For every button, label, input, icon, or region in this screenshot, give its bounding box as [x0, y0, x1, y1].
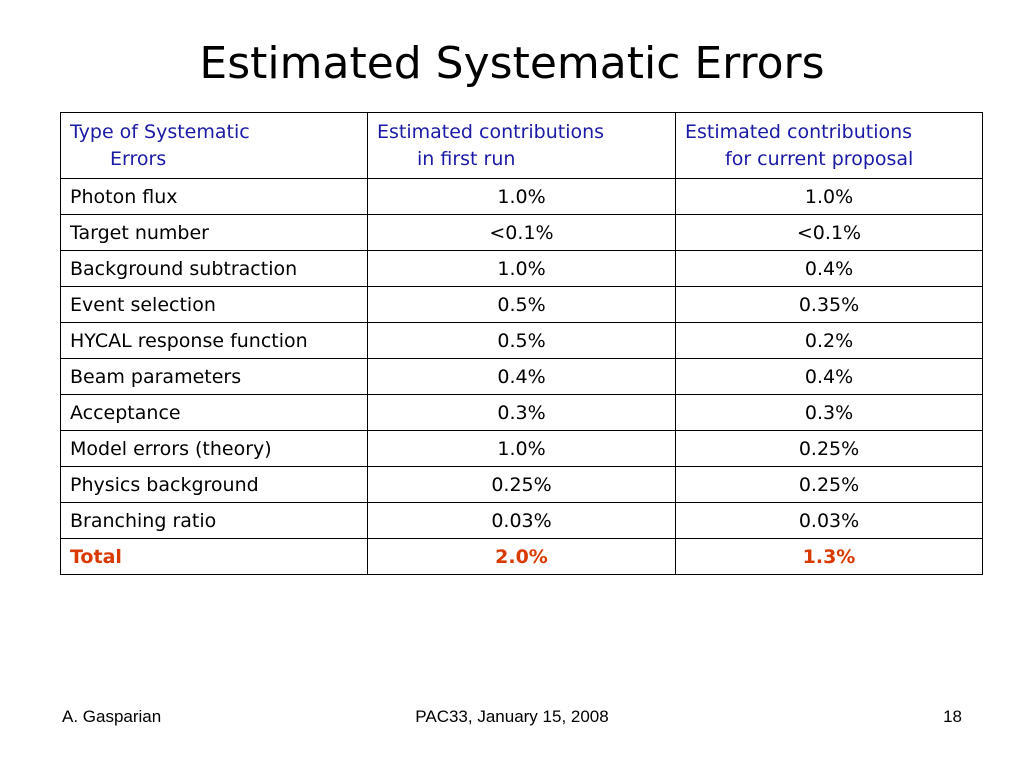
first-run-value: 1.0%: [368, 179, 676, 215]
first-run-value: 0.5%: [368, 323, 676, 359]
row-name: Physics background: [61, 467, 368, 503]
row-name: Photon flux: [61, 179, 368, 215]
total-current-value: 1.3%: [676, 539, 983, 575]
total-label: Total: [61, 539, 368, 575]
row-name: Event selection: [61, 287, 368, 323]
header-line: for current proposal: [725, 148, 914, 170]
row-name: Background subtraction: [61, 251, 368, 287]
current-value: 0.4%: [676, 251, 983, 287]
row-name: Model errors (theory): [61, 431, 368, 467]
systematic-errors-table: [60, 112, 983, 575]
slide-title: Estimated Systematic Errors: [199, 38, 825, 89]
table-row: [61, 467, 983, 503]
header-type-of-systematic-errors: [61, 113, 368, 179]
row-name: Target number: [61, 215, 368, 251]
first-run-value: 0.5%: [368, 287, 676, 323]
table-row: [61, 503, 983, 539]
table-row: [61, 287, 983, 323]
footer-event: PAC33, January 15, 2008: [415, 707, 609, 726]
table-header-row: [61, 113, 983, 179]
first-run-value: 0.03%: [368, 503, 676, 539]
table-row: [61, 323, 983, 359]
first-run-value: 1.0%: [368, 251, 676, 287]
current-value: 0.25%: [676, 431, 983, 467]
header-line: in first run: [417, 148, 516, 170]
first-run-value: 0.25%: [368, 467, 676, 503]
current-value: 0.2%: [676, 323, 983, 359]
header-first-run: [368, 113, 676, 179]
table-row: [61, 215, 983, 251]
table-row: [61, 179, 983, 215]
current-value: 0.35%: [676, 287, 983, 323]
row-name: Beam parameters: [61, 359, 368, 395]
header-line: Type of Systematic: [70, 121, 250, 143]
table-row: [61, 431, 983, 467]
header-line: Errors: [110, 148, 167, 170]
footer-author: A. Gasparian: [62, 707, 162, 726]
first-run-value: 0.4%: [368, 359, 676, 395]
current-value: 0.03%: [676, 503, 983, 539]
header-line: Estimated contributions: [377, 121, 605, 143]
row-name: Acceptance: [61, 395, 368, 431]
header-line: Estimated contributions: [685, 121, 913, 143]
current-value: 0.25%: [676, 467, 983, 503]
first-run-value: <0.1%: [368, 215, 676, 251]
current-value: 1.0%: [676, 179, 983, 215]
row-name: Branching ratio: [61, 503, 368, 539]
first-run-value: 1.0%: [368, 431, 676, 467]
table-row: [61, 395, 983, 431]
header-current-proposal: [676, 113, 983, 179]
row-name: HYCAL response function: [61, 323, 368, 359]
total-first-run-value: 2.0%: [368, 539, 676, 575]
first-run-value: 0.3%: [368, 395, 676, 431]
table-row: [61, 359, 983, 395]
current-value: <0.1%: [676, 215, 983, 251]
total-row: [61, 539, 983, 575]
table-row: [61, 251, 983, 287]
footer-page-number: 18: [943, 707, 962, 726]
current-value: 0.3%: [676, 395, 983, 431]
current-value: 0.4%: [676, 359, 983, 395]
